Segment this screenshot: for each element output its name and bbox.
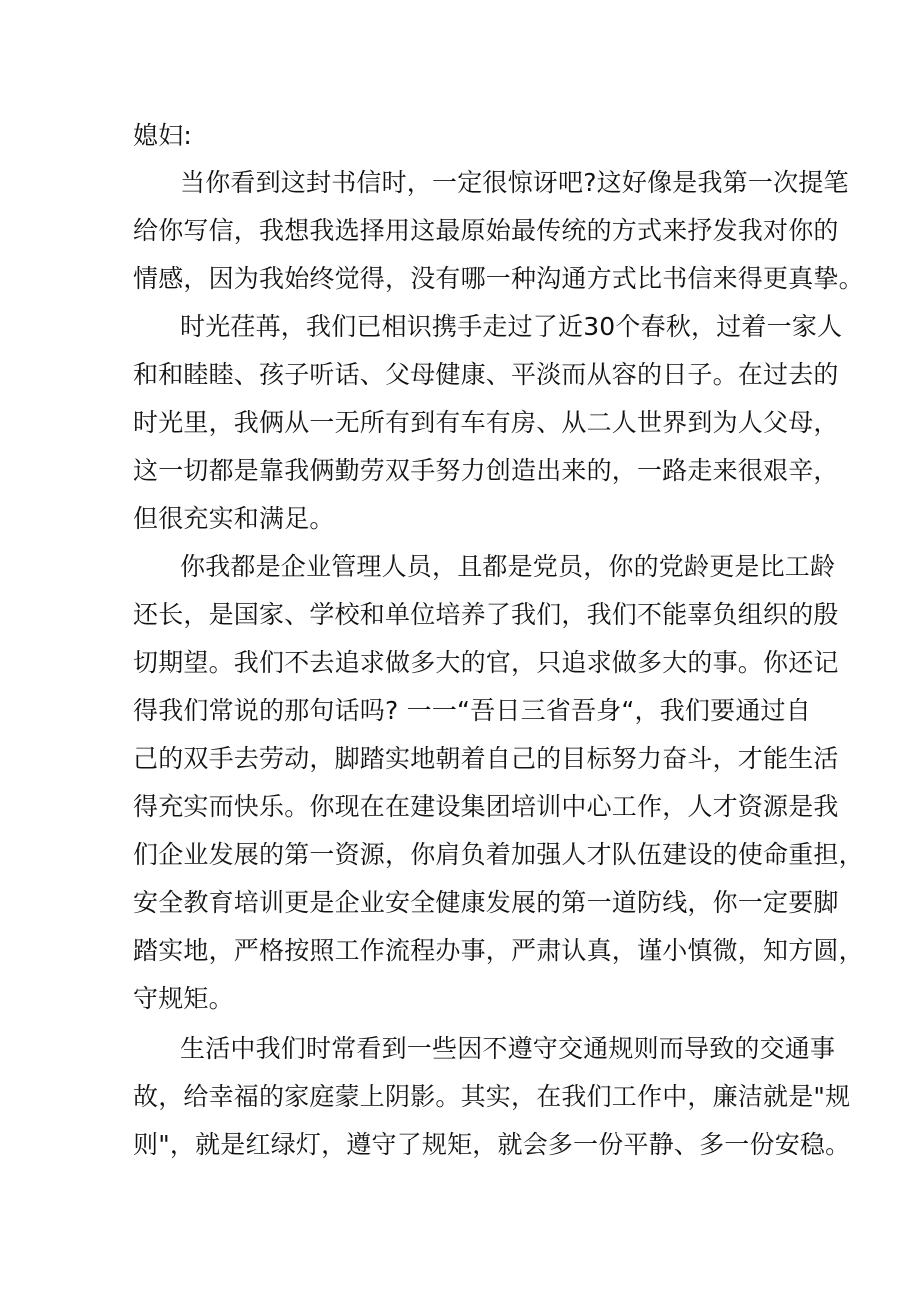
paragraph-2-line-2: 和和睦睦、孩子听话、父母健康、平淡而从容的日子。在过去的 bbox=[133, 360, 839, 389]
salutation: 媳妇: bbox=[133, 121, 193, 150]
paragraph-3-line-5: 己的双手去劳动，脚踏实地朝着自己的目标努力奋斗，才能生活 bbox=[133, 744, 839, 773]
paragraph-2-line-1: 时光荏苒，我们已相识携手走过了近30个春秋，过着一家人 bbox=[180, 312, 843, 341]
paragraph-4-line-1: 生活中我们时常看到一些因不遵守交通规则而导致的交通事 bbox=[180, 1034, 836, 1063]
paragraph-3-line-10: 守规矩。 bbox=[133, 984, 234, 1013]
paragraph-4-line-3: 则"，就是红绿灯，遵守了规矩，就会多一份平静、多一份安稳。 bbox=[133, 1130, 851, 1159]
paragraph-3-line-8: 安全教育培训更是企业安全健康发展的第一道防线，你一定要脚 bbox=[133, 888, 839, 917]
paragraph-2-line-4: 这一切都是靠我俩勤劳双手努力创造出来的，一路走来很艰辛， bbox=[133, 456, 839, 485]
paragraph-2-line-3: 时光里，我俩从一无所有到有车有房、从二人世界到为人父母， bbox=[133, 408, 839, 437]
paragraph-3-line-7: 们企业发展的第一资源，你肩负着加强人才队伍建设的使命重担， bbox=[133, 840, 864, 869]
paragraph-3-line-1: 你我都是企业管理人员，且都是党员，你的党龄更是比工龄 bbox=[180, 552, 836, 581]
paragraph-3-line-9: 踏实地，严格按照工作流程办事，严肃认真，谨小慎微，知方圆， bbox=[133, 936, 864, 965]
paragraph-4-line-2: 故，给幸福的家庭蒙上阴影。其实，在我们工作中，廉洁就是"规 bbox=[133, 1082, 851, 1111]
paragraph-1-line-1: 当你看到这封书信时，一定很惊讶吧?这好像是我第一次提笔 bbox=[180, 168, 849, 197]
paragraph-3-line-3: 切期望。我们不去追求做多大的官，只追求做多大的事。你还记 bbox=[133, 648, 839, 677]
paragraph-1-line-2: 给你写信，我想我选择用这最原始最传统的方式来抒发我对你的 bbox=[133, 216, 839, 245]
paragraph-2-line-5: 但很充实和满足。 bbox=[133, 504, 335, 533]
paragraph-3-line-4: 得我们常说的那句话吗? 一一“吾日三省吾身“，我们要通过自 bbox=[133, 696, 811, 725]
paragraph-1-line-3: 情感，因为我始终觉得，没有哪一种沟通方式比书信来得更真挚。 bbox=[133, 264, 864, 293]
paragraph-3-line-2: 还长，是国家、学校和单位培养了我们，我们不能辜负组织的殷 bbox=[133, 600, 839, 629]
paragraph-3-line-6: 得充实而快乐。你现在在建设集团培训中心工作，人才资源是我 bbox=[133, 792, 839, 821]
